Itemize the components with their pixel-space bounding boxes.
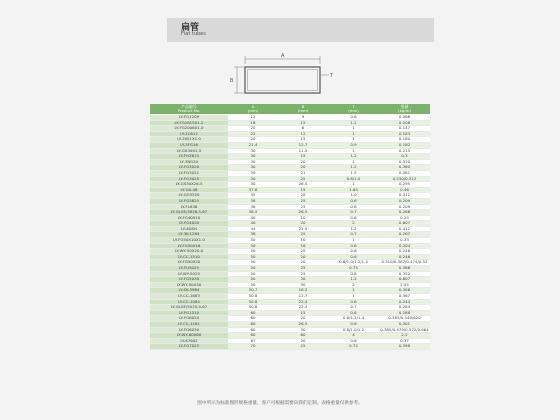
cell-a: 38.5 [228,210,278,216]
cell-weight: 0.360 [379,165,430,171]
cell-t: 1.2 [328,165,379,171]
cell-weight: 0.386 [379,266,430,272]
cell-a: 20 [228,137,278,143]
section-header [167,18,434,42]
cell-weight: 0.208 [379,120,430,126]
cell-a: 38 [228,204,278,210]
cell-product-no: LY-FG1815X1.2 [150,120,228,126]
cell-t: 0.8 [328,271,379,277]
cell-weight: 0.183 [379,131,430,137]
cell-a: 60 [228,333,278,339]
cell-t: 0.75 [328,266,379,272]
cell-b: 20 [278,221,328,227]
cell-product-no: LY-FG5030 [150,277,228,283]
cell-a: 50 [228,282,278,288]
cell-t: 1 [328,137,379,143]
cell-t: 0.6 [328,204,379,210]
cell-product-no: LY-FHZ615 [150,154,228,160]
cell-t: 1 [328,238,379,244]
cell-product-no: LY-FG50X20 [150,260,228,266]
cell-weight: 0.385/0.540/620 [379,316,430,322]
cell-t: 1 [328,148,379,154]
cell-b: 25 [278,176,328,182]
cell-a: 40 [228,221,278,227]
cell-b: 16 [278,243,328,249]
cell-b: 12 [278,131,328,137]
cell-b: 9 [278,115,328,121]
cell-b: 25.4 [278,299,328,305]
cell-weight: 0.25 [379,215,430,221]
cell-weight: 0.412 [379,226,430,232]
cell-a: 44 [228,226,278,232]
cell-product-no: LY-FG3025 [150,176,228,182]
cell-weight: 0.607 [379,221,430,227]
cell-a: 20 [228,126,278,132]
cell-product-no: LY-FG4020 [150,221,228,227]
cell-b: 15 [278,137,328,143]
cell-b: 10 [278,238,328,244]
column-header-t: T (mm) [328,104,379,115]
dimension-b-label: B [230,78,234,84]
cell-weight: 0.46 [379,187,430,193]
cell-b: 12.7 [278,142,328,148]
cell-product-no: LY-FG6020 [150,316,228,322]
cell-a: 35 [228,193,278,199]
cell-b: 25 [278,204,328,210]
cell-weight: 0.066 [379,115,430,121]
cell-t: 0.6 [328,254,379,260]
cell-b: 21 [278,170,328,176]
cell-a: 30 [228,159,278,165]
cell-product-no: LY-GLSE/3826.5-67 [150,210,228,216]
cell-product-no: LY-67602 [150,338,228,344]
cell-product-no: LY-FG50X10X1.0 [150,238,228,244]
cell-b: 20 [278,159,328,165]
cell-b: 25 [278,198,328,204]
cell-weight: 2.55 [379,282,430,288]
cell-a: 50.8 [228,305,278,311]
cell-t: 0.7 [328,305,379,311]
dimension-t-label: T [330,73,334,79]
cell-a: 70 [228,344,278,350]
cell-b: 20 [278,193,328,199]
table-row [150,344,430,350]
cell-a: 37.6 [228,187,278,193]
cell-weight: 0.209 [379,198,430,204]
cell-a: 38 [228,198,278,204]
cell-weight: 0.215 [379,148,430,154]
cell-b: 15 [278,154,328,160]
cell-t: 1.2 [328,277,379,283]
cell-t: 1.5 [328,170,379,176]
cell-t: 0.6 [328,338,379,344]
cell-t: 0.7 [328,232,379,238]
cell-weight: 0.266 [379,210,430,216]
cell-product-no: LY-FU5025 [150,266,228,272]
cell-a: 30 [228,170,278,176]
cell-product-no: LY-2C612 [150,131,228,137]
cell-b: 19 [278,187,328,193]
cell-t: 0.6 [328,321,379,327]
cell-b: 21.5 [278,226,328,232]
cell-a: 50.8 [228,299,278,305]
cell-product-no: LY-CC-1510 [150,254,228,260]
cell-b: 25.4 [278,305,328,311]
cell-t: 1 [328,294,379,300]
cell-b: 12.7 [278,294,328,300]
cell-weight: 0.246 [379,254,430,260]
cell-a: 50 [228,243,278,249]
cell-b: 20 [278,165,328,171]
cell-t: 2 [328,282,379,288]
cell-product-no: LY-FG7025 [150,344,228,350]
cell-product-no: LY-CC-1181 [150,321,228,327]
cell-weight: 0.180 [379,137,430,143]
cell-product-no: LY-GS-48 [150,187,228,193]
footnote: 图中所示为标准图形规格重量，客户可根据需要向我们定制。表格重量仅供参考。 [197,401,363,406]
column-header-product: 产品编号 Product No. [150,104,228,115]
cell-product-no: LY-3FG16 [150,142,228,148]
cell-t: 1 [328,131,379,137]
cell-b: 25 [278,266,328,272]
cell-a: 50 [228,271,278,277]
cell-b: 30 [278,282,328,288]
cell-b: 26.5 [278,210,328,216]
cell-b: 15 [278,310,328,316]
cell-weight: 0.284 [379,305,430,311]
cell-weight: 0.230/0.312 [379,176,430,182]
column-header-a: A (mm) [228,104,278,115]
cell-product-no: LY-FG3825 [150,198,228,204]
cell-weight: 2.2 [379,333,430,339]
cell-weight: 0.607 [379,277,430,283]
cell-b: 20 [278,316,328,322]
cell-b: 18.2 [278,288,328,294]
cell-weight: 0.244 [379,299,430,305]
cell-t: 0.6 [328,310,379,316]
cell-t: 1.2 [328,226,379,232]
cell-product-no: LY-FG3020 [150,165,228,171]
cell-t: 0.6 [328,249,379,255]
cell-weight: 0.295 [379,182,430,188]
cell-weight: 0.385/0.479/0.572/0.664 [380,327,429,332]
cell-b: 11.5 [278,148,328,154]
cell-product-no: LY-FG50X16 [150,243,228,249]
cell-b: 25 [278,344,328,350]
cell-t: 0.8/1.2/1.4 [328,316,379,322]
cell-product-no: LY-WY-50X30 [150,282,228,288]
cell-weight: 0.267 [379,232,430,238]
cell-product-no: LY-FG40X10 [150,215,228,221]
cell-t: 0.72 [328,344,379,350]
cell-t: 0.6 [328,299,379,305]
cell-a: 50 [228,254,278,260]
cell-a: 60 [228,316,278,322]
cell-product-no: LY-SK-3984 [150,288,228,294]
section-subtitle: Flat tubes [181,31,206,37]
cell-b: 10 [278,215,328,221]
cell-product-no: LY-FG2006X1.0 [150,126,228,132]
cell-product-no: LY-GS30X26.5 [150,182,228,188]
cell-weight: 0.209 [379,204,430,210]
cell-b: 20 [278,249,328,255]
cell-a: 60 [228,321,278,327]
cell-a: 18 [228,120,278,126]
cell-product-no: LY-CC-1084 [150,299,228,305]
cell-a: 30 [228,165,278,171]
cell-product-no: LY-2051X1.0 [150,137,228,143]
cell-t: 4 [328,333,379,339]
cell-weight: 0.312 [379,193,430,199]
cell-weight: 0.320 [379,159,430,165]
cell-weight: 0.352 [379,271,430,277]
cell-weight: 0.386 [379,288,430,294]
column-header-weight: 重量 (kg/m) [379,104,430,115]
cell-product-no: LY-3BG20 [150,159,228,165]
cell-product-no: LY-FG1209 [150,115,228,121]
cell-t: 0.6 [328,115,379,121]
cell-a: 50 [228,266,278,272]
cell-weight: 0.310/0.387/0.474/0.52 [379,260,430,266]
cell-weight: 0.33 [379,238,430,244]
cell-t: 1 [328,159,379,165]
cell-weight: 0.147 [379,126,430,132]
cell-a: 38 [228,232,278,238]
cell-b: 60 [278,333,328,339]
spec-table-container [150,104,430,350]
cell-a: 50 [228,238,278,244]
cell-weight: 0.288 [379,310,430,316]
cell-a: 25 [228,131,278,137]
cell-a: 50 [228,277,278,283]
cell-weight: 0.3 [379,154,430,160]
cell-weight: 0.304 [379,243,430,249]
cell-product-no: LY-FG3021 [150,170,228,176]
cell-a: 50.8 [228,294,278,300]
cell-a: 40 [228,215,278,221]
cell-weight: 0.37 [379,338,430,344]
cell-b: 20 [278,254,328,260]
cell-a: 50.7 [228,288,278,294]
cell-product-no: LY-WY-50X20.0 [150,249,228,255]
cell-a: 50 [228,260,278,266]
cell-product-no: LY-4DSH [150,226,228,232]
cell-weight: 0.182 [379,142,430,148]
cell-b: 15 [278,120,328,126]
cell-t: 0.9 [328,142,379,148]
cell-t: 2 [328,221,379,227]
cell-a: 60 [228,310,278,316]
cell-a: 30 [228,148,278,154]
cell-product-no: LY-FG1510 [150,310,228,316]
cell-product-no: LY-CC-1683 [150,294,228,300]
cell-weight: 0.398 [379,344,430,350]
dimension-a-label: A [281,53,285,59]
tube-inner-wall [248,70,318,91]
cell-b: 20 [278,260,328,266]
cell-b: 25 [278,232,328,238]
spec-table-body [150,115,430,350]
cell-product-no: LY-GG3520 [150,193,228,199]
cell-a: 30 [228,182,278,188]
cell-b: 6 [278,126,328,132]
cell-t: 0.7 [328,210,379,216]
cell-product-no: LY-FG6030 [150,327,228,333]
cell-a: 21.4 [228,142,278,148]
cell-t: 0.8/1.0 [328,176,379,182]
cell-a: 67 [228,338,278,344]
cell-b: 30 [278,277,328,283]
cell-t: 1.65 [328,187,379,193]
cell-b: 30 [278,327,328,333]
cell-product-no: LY-FL636 [150,204,228,210]
cell-t: 1 [328,126,379,132]
cell-a: 12 [228,115,278,121]
cell-a: 30 [228,176,278,182]
cell-product-no: LY-GS30X1.5 [150,148,228,154]
cell-a: 50 [228,249,278,255]
cell-t: 1.0 [328,193,379,199]
cell-b: 20 [278,338,328,344]
cell-t: 0.6 [328,198,379,204]
cell-weight: 0.301 [379,321,430,327]
table-header-row [150,104,430,115]
cell-t: 1.2 [328,120,379,126]
cell-product-no: LY-GLSE/5025.4-67 [150,305,228,311]
column-header-b: B (mm) [278,104,328,115]
cell-t: 1 [328,182,379,188]
cell-a: 30 [228,154,278,160]
cell-product-no: LY-WY-5025 [150,271,228,277]
cell-t: 0.8/1.0/1.2 [328,327,379,333]
cell-b: 26.5 [278,321,328,327]
cell-t: 1.2 [328,154,379,160]
cell-weight: 0.246 [379,249,430,255]
cell-weight: 0.381 [379,170,430,176]
section-title: 扁管 [181,23,200,33]
cell-t: 0.6 [328,215,379,221]
cell-a: 60 [228,327,278,333]
tube-outer-wall [245,67,320,93]
cell-t: 0.6 [328,243,379,249]
cell-t: 1 [328,288,379,294]
cross-section-diagram [225,50,345,98]
cell-product-no: LY-WY-60X60 [150,333,228,339]
cell-b: 25 [278,271,328,277]
cell-product-no: LY-3K-1284 [150,232,228,238]
spec-table [150,104,430,350]
cell-b: 26.5 [278,182,328,188]
cell-t: 0.8/1.0/1.2/1.4 [328,260,379,266]
cell-weight: 0.367 [379,294,430,300]
